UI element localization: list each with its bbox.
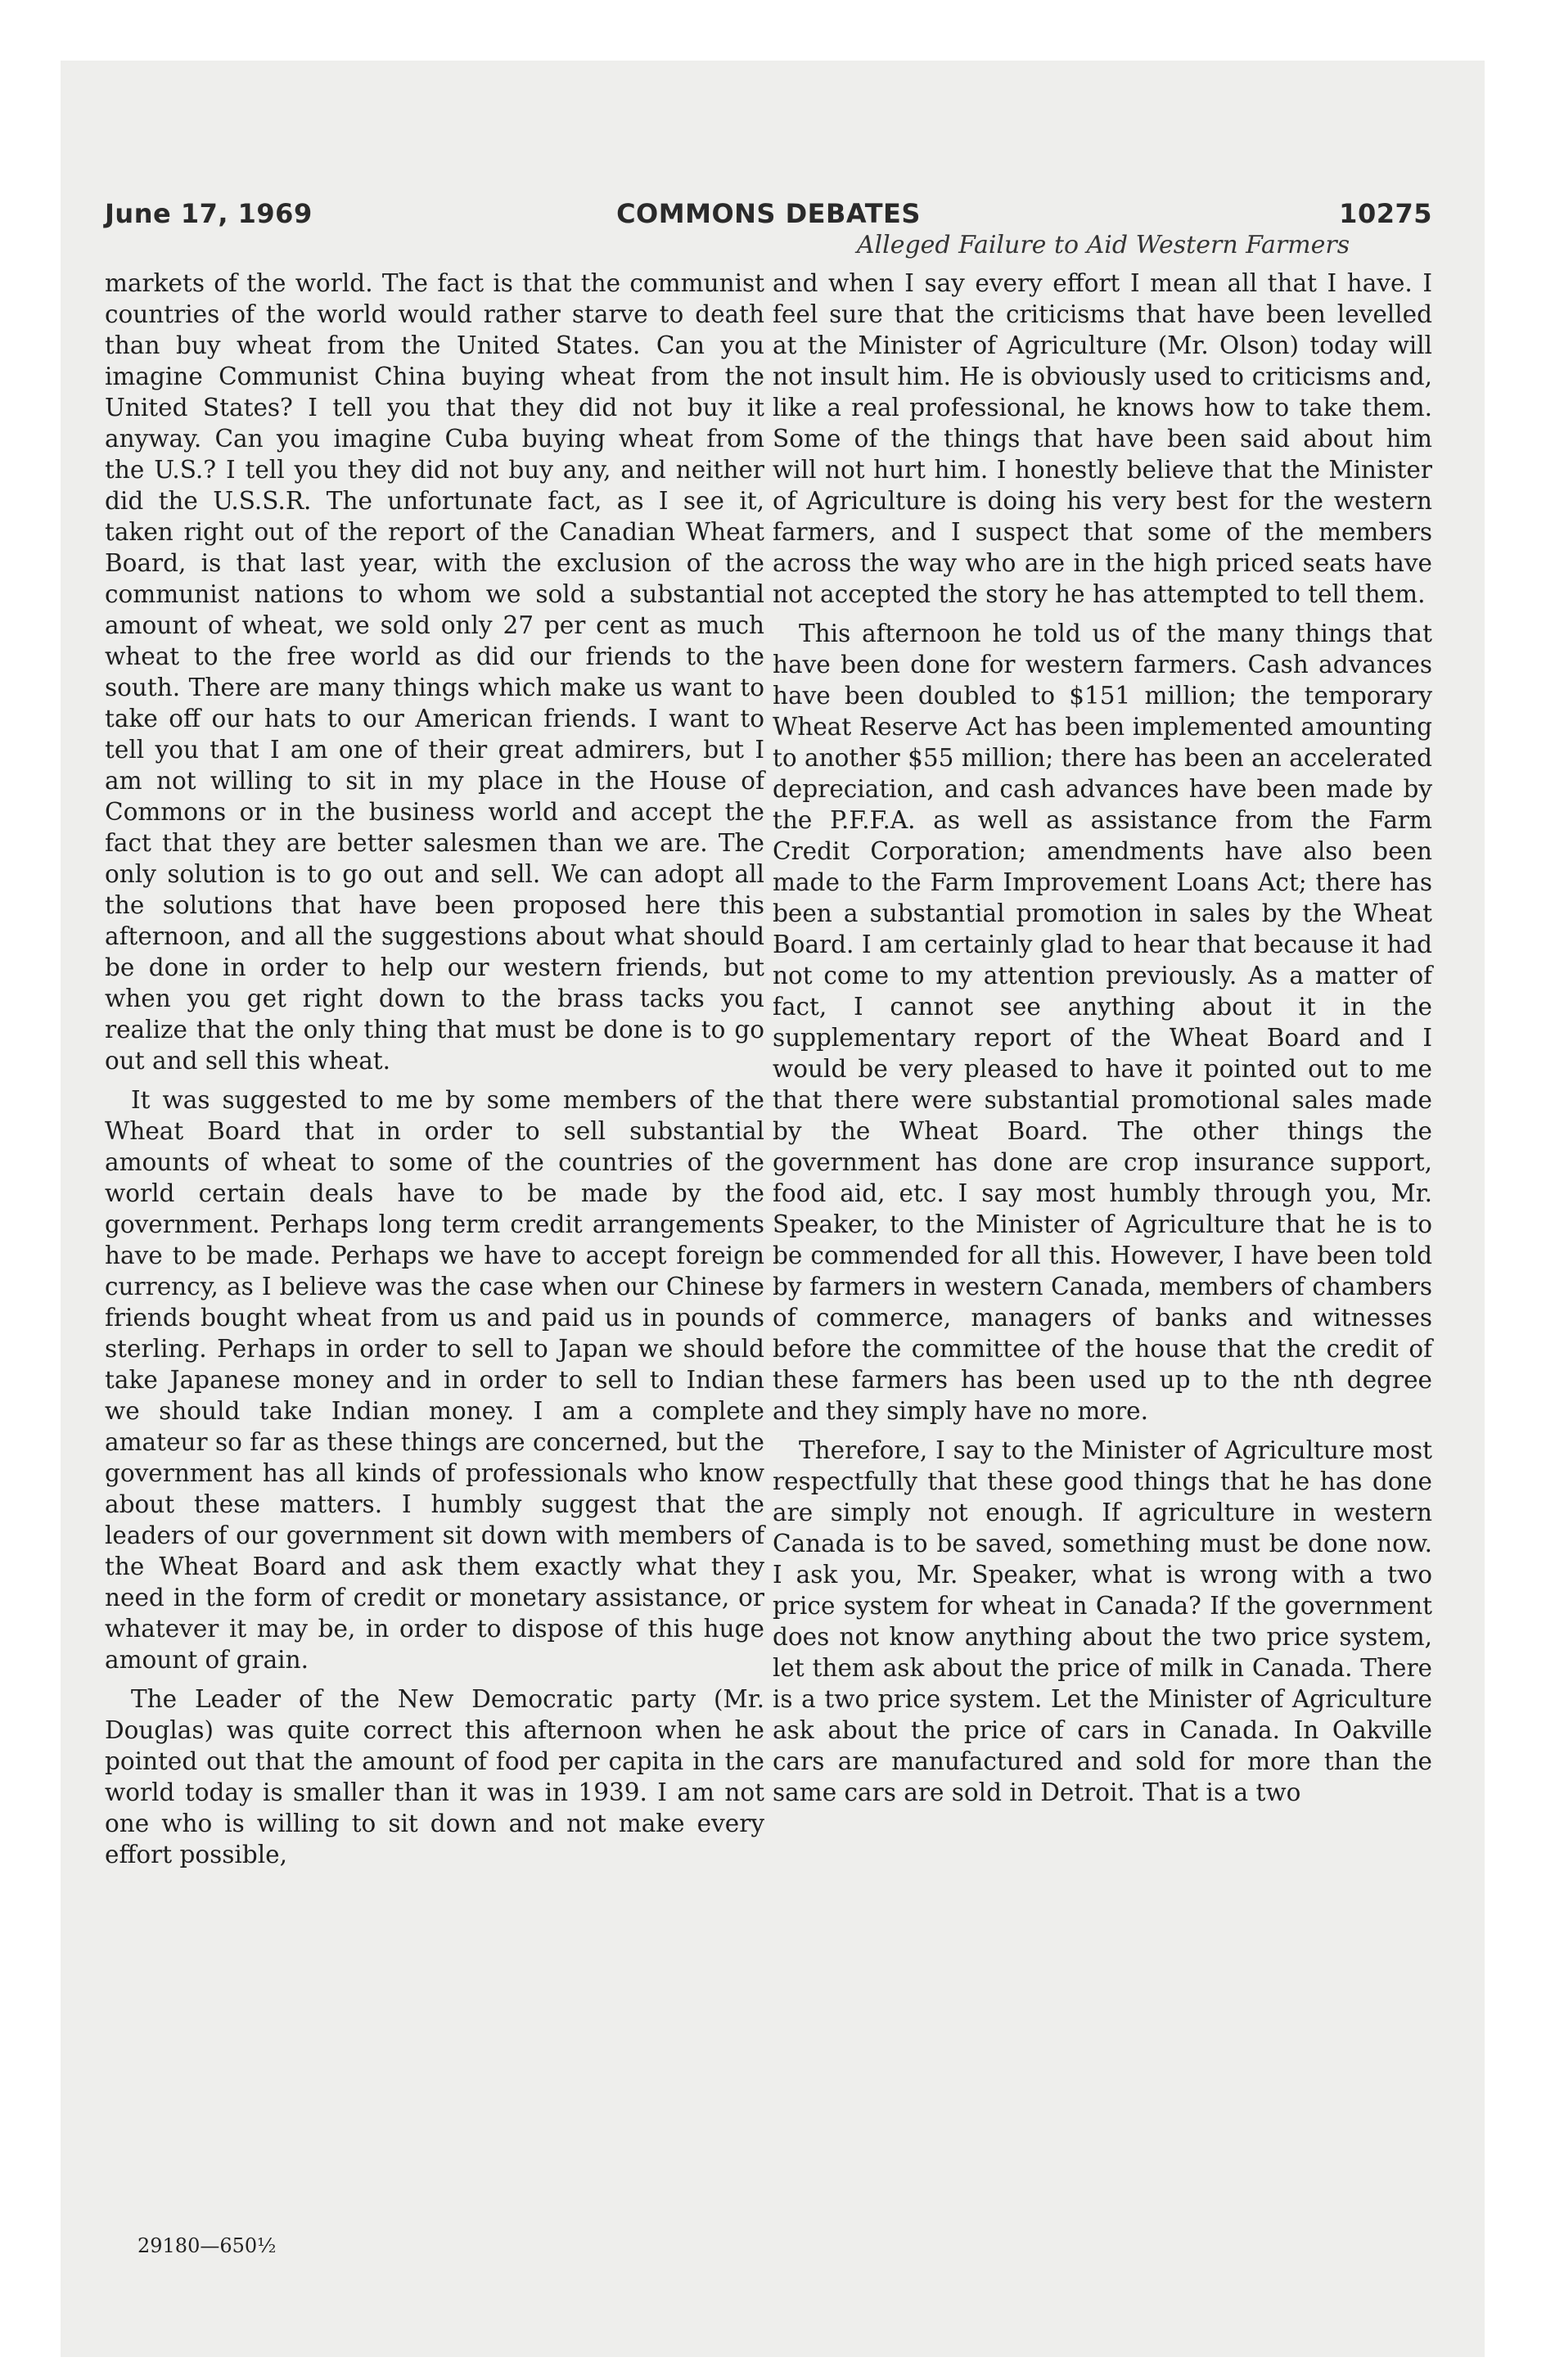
paragraph: markets of the world. The fact is that the communist countries of the world would rather starve to death than buy wheat from the United States. Can you imagine Communist China buying wheat from the United States? I tell you that they did not buy it anyway. Can you imagine Cuba buying wheat from the U.S.? I tell you they did not buy any, and neither did the U.S.S.R. The unfortunate fact, as I see it, taken right out of the report of the Canadian Wheat Board, is that last year, with the exclusion of the communist nations to whom we sold a substantial amount of wheat, we sold only 27 per cent as much wheat to the free world as did our friends to the south. There are many things which make us want to take off our hats to our American friends. I want to tell you that I am one of their great admirers, but I am not willing to sit in my place in the House of Commons or in the business world and accept the fact that they are better salesmen than we are. The only solution is to go out and sell. We can adopt all the solutions that have been proposed here this afternoon, and all the suggestions about what should be done in order to help our western friends, but when you get right down to the brass tacks you realize that the only thing that must be done is to go out and sell this wheat. bbox=[105, 269, 764, 1075]
paragraph: This afternoon he told us of the many things that have been done for western farmers. Cash advances have been doubled to $151 million; the temporary Wheat Reserve Act has been implemented amounting to another $55 million; there has been an accelerated depreciation, and cash advances have been made by the P.F.F.A. as well as assistance from the Farm Credit Corporation; amendments have also been made to the Farm Improvement Loans Act; there has been a substantial promotion in sales by the Wheat Board. I am certainly glad to hear that because it had not come to my attention previously. As a matter of fact, I cannot see anything about it in the supplementary report of the Wheat Board and I would be very pleased to have it pointed out to me that there were substantial promotional sales made by the Wheat Board. The other things the government has done are crop insurance support, food aid, etc. I say most humbly through you, Mr. Speaker, to the Minister of Agriculture that he is to be commended for all this. However, I have been told by farmers in western Canada, members of chambers of commerce, managers of banks and witnesses before the committee of the house that the credit of these farmers has been used up to the nth degree and they simply have no more. bbox=[773, 620, 1432, 1425]
header-date: June 17, 1969 bbox=[105, 198, 313, 229]
right-column bbox=[773, 268, 1432, 1816]
paragraph: and when I say every effort I mean all that I have. I feel sure that the criticisms that have been levelled at the Minister of Agriculture (Mr. Olson) today will not insult him. He is obviously used to criticisms and, like a real professional, he knows how to take them. Some of the things that have been said about him will not hurt him. I honestly believe that the Minister of Agriculture is doing his very best for the western farmers, and I suspect that some of the members across the way who are in the high priced seats have not accepted the story he has attempted to tell them. bbox=[773, 269, 1432, 608]
header-page-number: 10275 bbox=[1339, 198, 1432, 229]
header-title: COMMONS DEBATES bbox=[616, 198, 921, 229]
section-subheading: Alleged Failure to Aid Western Farmers bbox=[856, 231, 1350, 259]
paragraph: Therefore, I say to the Minister of Agriculture most respectfully that these good things that he has done are simply not enough. If agriculture in western Canada is to be saved, something must be done now. I ask you, Mr. Speaker, what is wrong with a two price system for wheat in Canada? If the government does not know anything about the two price system, let them ask about the price of milk in Canada. There is a two price system. Let the Minister of Agriculture ask about the price of cars in Canada. In Oakville cars are manufactured and sold for more than the same cars are sold in Detroit. That is a two bbox=[773, 1436, 1432, 1806]
printer-footnote: 29180—650½ bbox=[137, 2234, 277, 2257]
left-column bbox=[105, 268, 764, 1878]
paragraph: It was suggested to me by some members of the Wheat Board that in order to sell substantial amounts of wheat to some of the countries of the world certain deals have to be made by the government. Perhaps long term credit arrangements have to be made. Perhaps we have to accept foreign currency, as I believe was the case when our Chinese friends bought wheat from us and paid us in pounds sterling. Perhaps in order to sell to Japan we should take Japanese money and in order to sell to Indian we should take Indian money. I am a complete amateur so far as these things are concerned, but the government has all kinds of professionals who know about these matters. I humbly suggest that the leaders of our government sit down with members of the Wheat Board and ask them exactly what they need in the form of credit or monetary assistance, or whatever it may be, in order to dispose of this huge amount of grain. bbox=[105, 1086, 764, 1674]
page-sheet bbox=[61, 61, 1485, 2357]
paragraph: The Leader of the New Democratic party (Mr. Douglas) was quite correct this afternoon when he pointed out that the amount of food per capita in the world today is smaller than it was in 1939. I am not one who is willing to sit down and not make every effort possible, bbox=[105, 1685, 764, 1868]
